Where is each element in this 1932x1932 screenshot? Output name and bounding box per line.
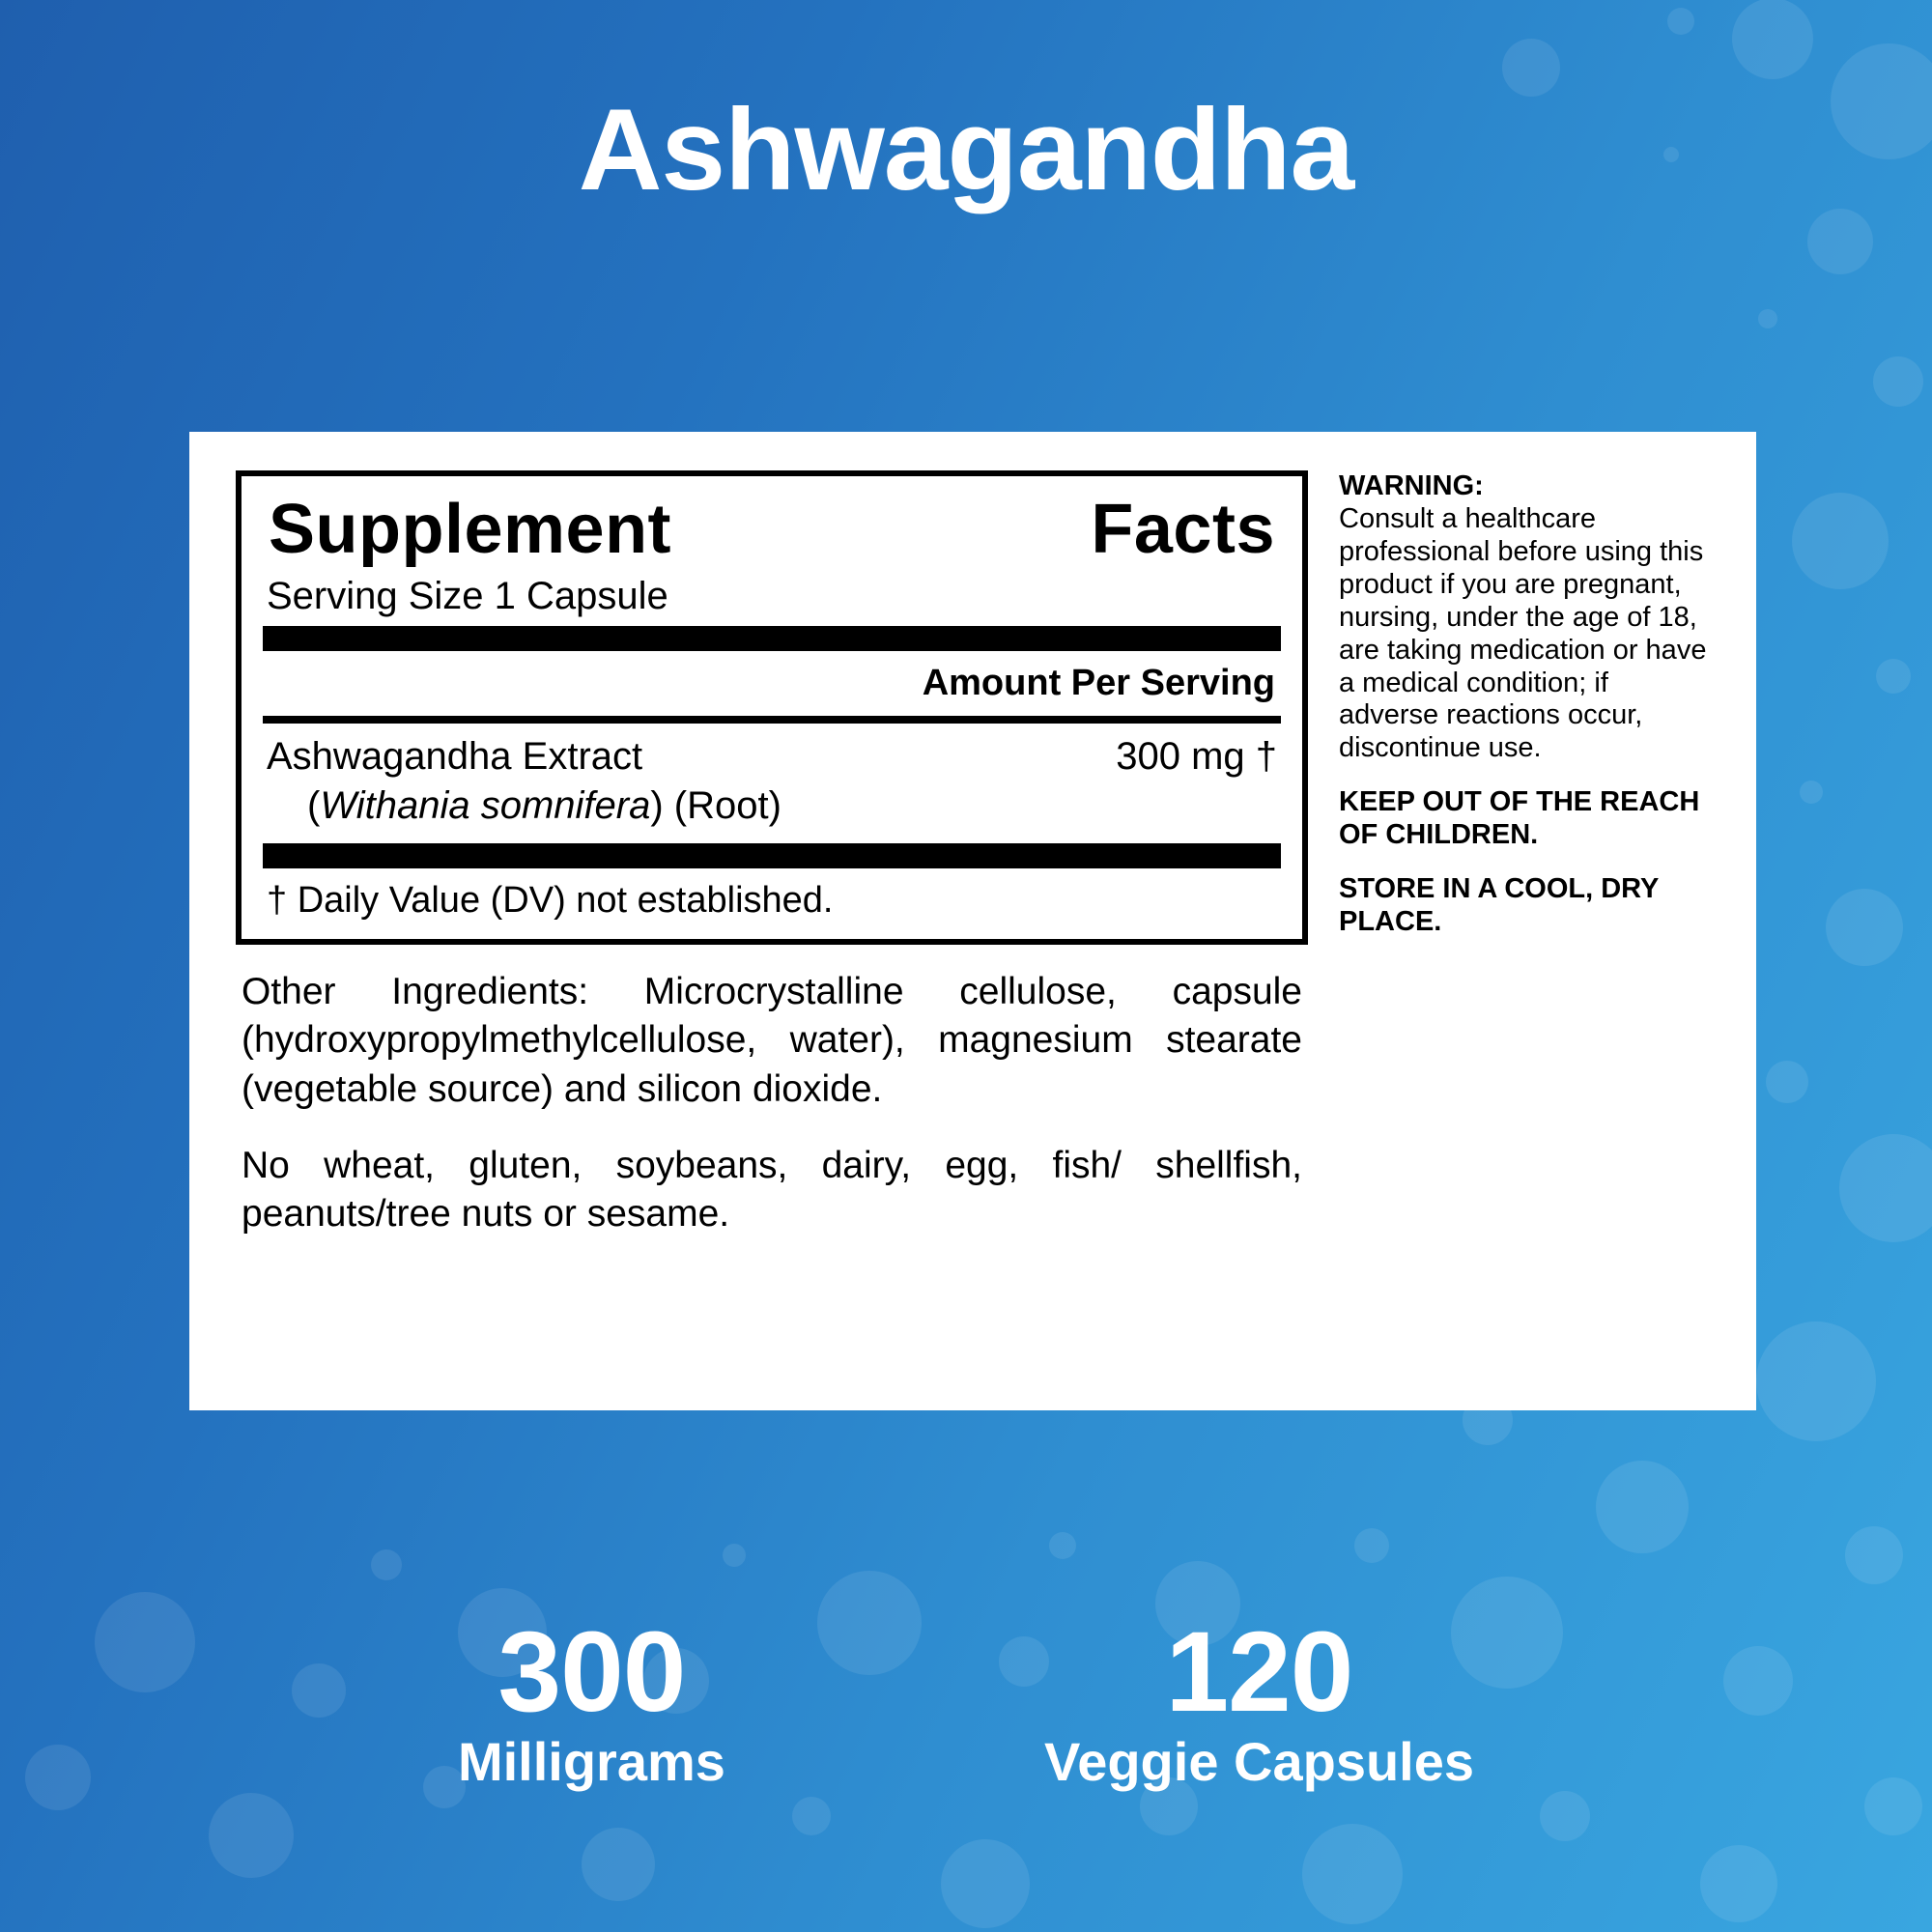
- stat-dosage-label: Milligrams: [457, 1731, 725, 1792]
- latin-binomial: Withania somnifera: [320, 783, 651, 827]
- warning-heading: WARNING:: [1339, 470, 1484, 501]
- keep-out-of-reach-text: KEEP OUT OF THE REACH OF CHILDREN.: [1339, 786, 1700, 851]
- warning-body: Consult a healthcare professional before using this product if you are pregnant, nursing, under the age of 18, are taking medication or have a medical condition; if adverse reactions occur, discontinue use.: [1339, 502, 1707, 764]
- table-row: [263, 724, 1281, 784]
- bottom-stats: [0, 1608, 1932, 1792]
- allergen-statement-text: No wheat, gluten, soybeans, dairy, egg, fish/ shellfish, peanuts/tree nuts or sesame.: [242, 1144, 1302, 1236]
- page-title: Ashwagandha: [578, 85, 1354, 214]
- amount-per-serving-header: Amount Per Serving: [922, 662, 1275, 703]
- stat-count: [1043, 1608, 1475, 1792]
- supplement-facts-heading: [263, 486, 1281, 569]
- latin-open-paren: (: [307, 783, 321, 827]
- supplement-facts-column: [236, 470, 1308, 1239]
- stat-count-number: 120: [1165, 1608, 1353, 1736]
- supplement-facts-box: [236, 470, 1308, 945]
- serving-size-text: Serving Size 1 Capsule: [267, 574, 668, 617]
- divider-thick-bottom: [263, 843, 1281, 868]
- ingredient-amount: 300 mg †: [1116, 734, 1277, 778]
- stat-dosage: [457, 1608, 725, 1792]
- other-ingredients-text: Other Ingredients: Microcrystalline cellulose, capsule (hydroxypropylmethylcellulose, water), magnesium stearate (vegetable source) and silicon dioxide.: [242, 970, 1302, 1110]
- ingredient-latin-name: [263, 784, 1281, 843]
- ingredient-name: Ashwagandha Extract: [267, 734, 643, 778]
- storage-text: STORE IN A COOL, DRY PLACE.: [1339, 873, 1659, 938]
- supplement-facts-heading-left: Supplement: [269, 491, 672, 568]
- divider-thin: [263, 716, 1281, 724]
- supplement-facts-heading-right: Facts: [1091, 491, 1275, 568]
- divider-thick-top: [263, 626, 1281, 651]
- stat-dosage-number: 300: [497, 1608, 686, 1736]
- supplement-label-card: [189, 432, 1756, 1410]
- stat-count-label: Veggie Capsules: [1043, 1731, 1475, 1792]
- latin-close-part: ) (Root): [650, 783, 781, 827]
- daily-value-note: † Daily Value (DV) not established.: [267, 879, 834, 921]
- warning-column: [1339, 470, 1716, 939]
